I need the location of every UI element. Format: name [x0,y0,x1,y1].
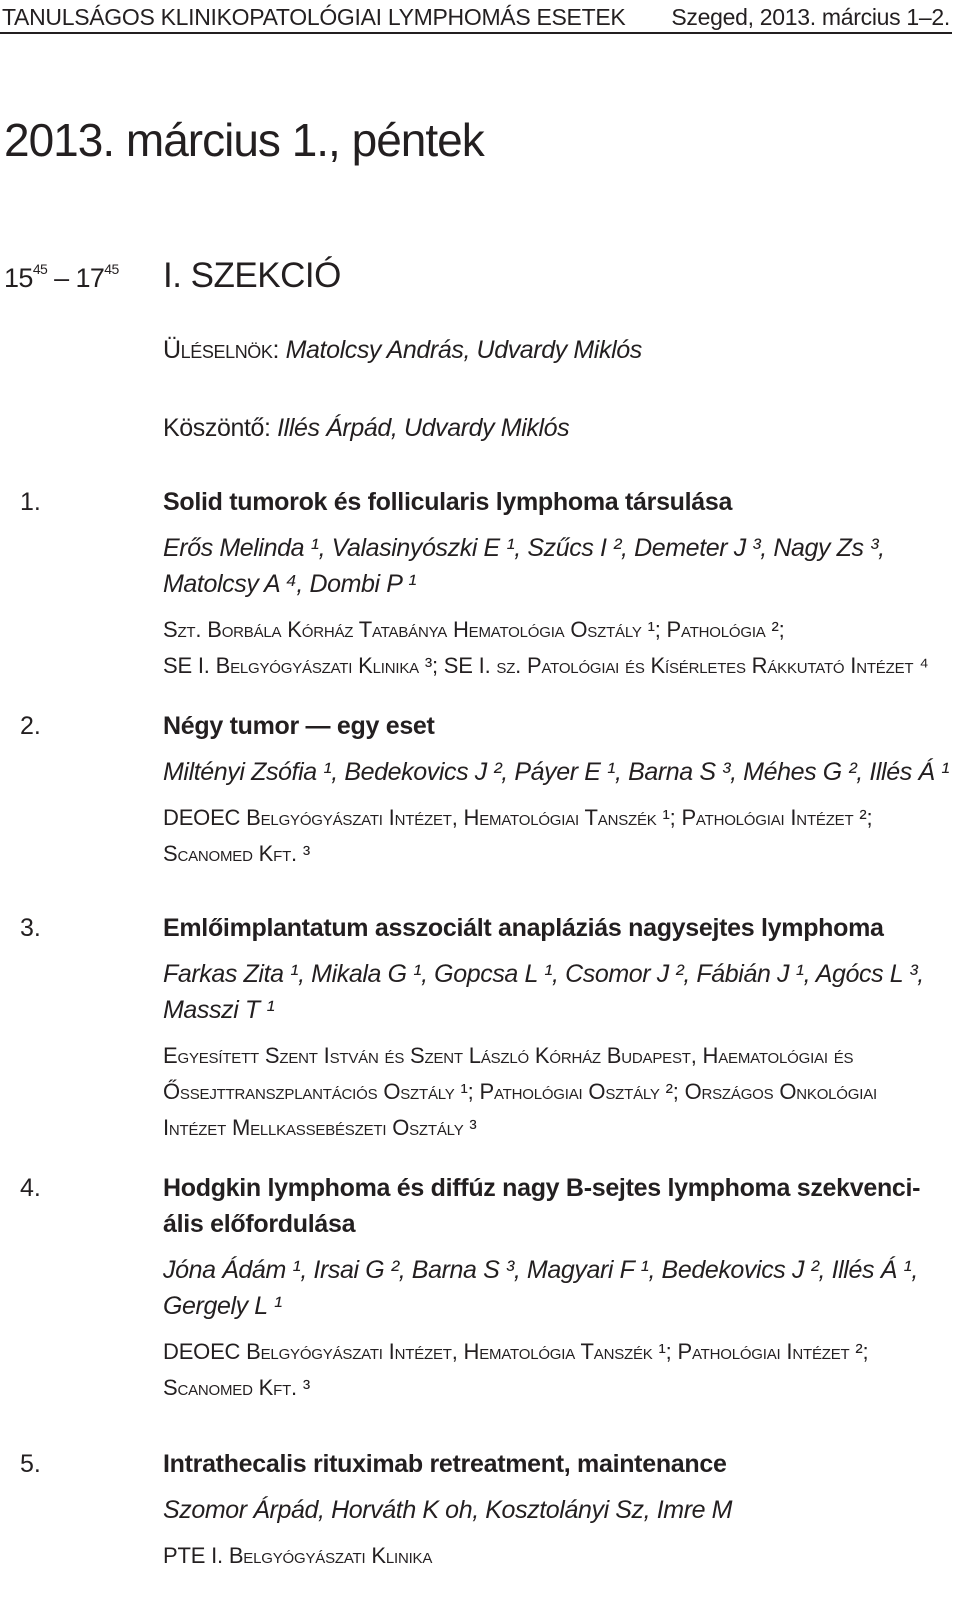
talk-item-2 [0,708,960,910]
session-time [4,256,119,300]
affiliation-line: Egyesített Szent István és Szent László Kórház Budapest, Haematológiai és [163,1043,854,1068]
session-chairs [163,332,642,368]
talk-title: Intrathecalis rituximab retreatment, maintenance [163,1450,727,1478]
day-title: 2013. március 1., péntek [4,114,484,166]
talk-number: 3. [20,914,41,942]
authors-line: Jóna Ádám ¹, Irsai G ², Barna S ³, Magyari F ¹, Bedekovics J ², Illés Á ¹, [163,1256,918,1284]
affiliation-line: Őssejttranszplantációs Osztály ¹; Pathológiai Osztály ²; Országos Onkológiai [163,1079,877,1104]
affiliation-line: Scanomed Kft. ³ [163,1375,311,1400]
chairs-label: Üléselnök: [163,336,280,364]
talk-list [0,484,960,1606]
talk-number: 5. [20,1450,41,1478]
header-date: Szeged, 2013. március 1–2. [671,4,950,30]
talk-title: Solid tumorok és follicularis lymphoma társulása [163,488,733,516]
time-start-min: 45 [32,261,48,277]
time-end-hour: 17 [75,263,105,293]
talk-title [163,1170,953,1242]
header-title: TANULSÁGOS KLINIKOPATOLÓGIAI LYMPHOMÁS ESETEK [2,4,626,30]
time-start-hour: 15 [4,263,33,293]
affiliation-line: Intézet Mellkassebészeti Osztály ³ [163,1115,477,1140]
talk-authors [163,754,953,790]
authors-line: Gergely L ¹ [163,1292,282,1320]
affiliation-line: DEOEC Belgyógyászati Intézet, Hematológiai Tanszék ¹; Pathológiai Intézet ²; [163,805,873,830]
running-header [0,2,952,34]
talk-authors [163,1492,953,1528]
talk-affiliation [163,1334,953,1406]
chairs-names: Matolcsy András, Udvardy Miklós [285,336,642,364]
title-line: Hodgkin lymphoma és diffúz nagy B-sejtes lymphoma szekvenci- [163,1174,921,1202]
welcome-label: Köszöntő: [163,414,271,442]
talk-authors [163,530,953,602]
session-title: I. SZEKCIÓ [163,256,341,295]
affiliation-line: Szt. Borbála Kórház Tatabánya Hematológia Osztály ¹; Pathológia ²; [163,617,785,642]
talk-authors [163,1252,953,1324]
affiliation-line: Scanomed Kft. ³ [163,841,311,866]
authors-line: Szomor Árpád, Horváth K oh, Kosztolányi Sz, Imre M [163,1496,733,1524]
authors-line: Farkas Zita ¹, Mikala G ¹, Gopcsa L ¹, Csomor J ², Fábián J ¹, Agócs L ³, [163,960,924,988]
welcome-names: Illés Árpád, Udvardy Miklós [277,414,570,442]
talk-number: 2. [20,712,41,740]
talk-affiliation [163,1538,953,1574]
talk-item-4 [0,1170,960,1446]
authors-line: Masszi T ¹ [163,996,275,1024]
talk-title: Emlőimplantatum asszociált anapláziás nagysejtes lymphoma [163,914,884,942]
talk-title: Négy tumor — egy eset [163,712,435,740]
talk-item-5 [0,1446,960,1606]
affiliation-line: SE I. Belgyógyászati Klinika ³; SE I. sz. Patológiai és Kísérletes Rákkutató Intézet ⁴ [163,653,929,678]
talk-item-1 [0,484,960,708]
talk-affiliation [163,612,953,684]
talk-number: 1. [20,488,41,516]
welcome-line [163,410,569,446]
talk-number: 4. [20,1174,41,1202]
time-end-min: 45 [104,261,119,277]
title-line: ális előfordulása [163,1210,356,1238]
authors-line: Miltényi Zsófia ¹, Bedekovics J ², Páyer E ¹, Barna S ³, Méhes G ², Illés Á ¹ [163,758,950,786]
authors-line: Erős Melinda ¹, Valasinyószki E ¹, Szűcs I ², Demeter J ³, Nagy Zs ³, [163,534,885,562]
talk-authors [163,956,953,1028]
time-dash: – [54,263,69,293]
talk-item-3 [0,910,960,1170]
affiliation-line: PTE I. Belgyógyászati Klinika [163,1543,433,1568]
affiliation-line: DEOEC Belgyógyászati Intézet, Hematológia Tanszék ¹; Pathológiai Intézet ²; [163,1339,869,1364]
authors-line: Matolcsy A ⁴, Dombi P ¹ [163,570,417,598]
talk-affiliation [163,800,953,872]
talk-affiliation [163,1038,953,1146]
